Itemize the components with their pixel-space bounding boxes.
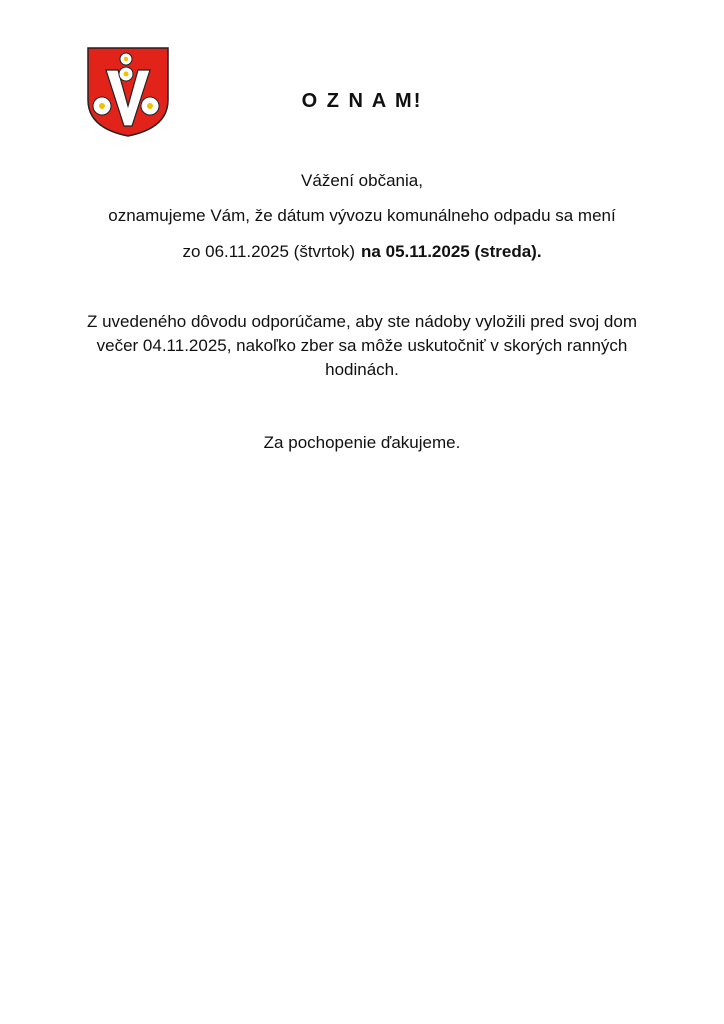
notice-title: O Z N A M! xyxy=(301,90,423,112)
old-date-text: zo 06.11.2025 (štvrtok) xyxy=(182,242,356,261)
new-date-text: na 05.11.2025 (streda). xyxy=(361,242,542,261)
announcement-text: oznamujeme Vám, že dátum vývozu komunálneho odpadu sa mení xyxy=(108,206,616,225)
greeting-text: Vážení občania, xyxy=(301,171,423,190)
thanks-text: Za pochopenie ďakujeme. xyxy=(263,433,461,452)
recommendation-paragraph: Z uvedeného dôvodu odporúčame, aby ste nádoby vyložili pred svoj dom večer 04.11.2025, nakoľko zber sa môže uskutočniť v skorých ranných hodinách. xyxy=(86,312,637,379)
date-change-line xyxy=(0,240,724,264)
